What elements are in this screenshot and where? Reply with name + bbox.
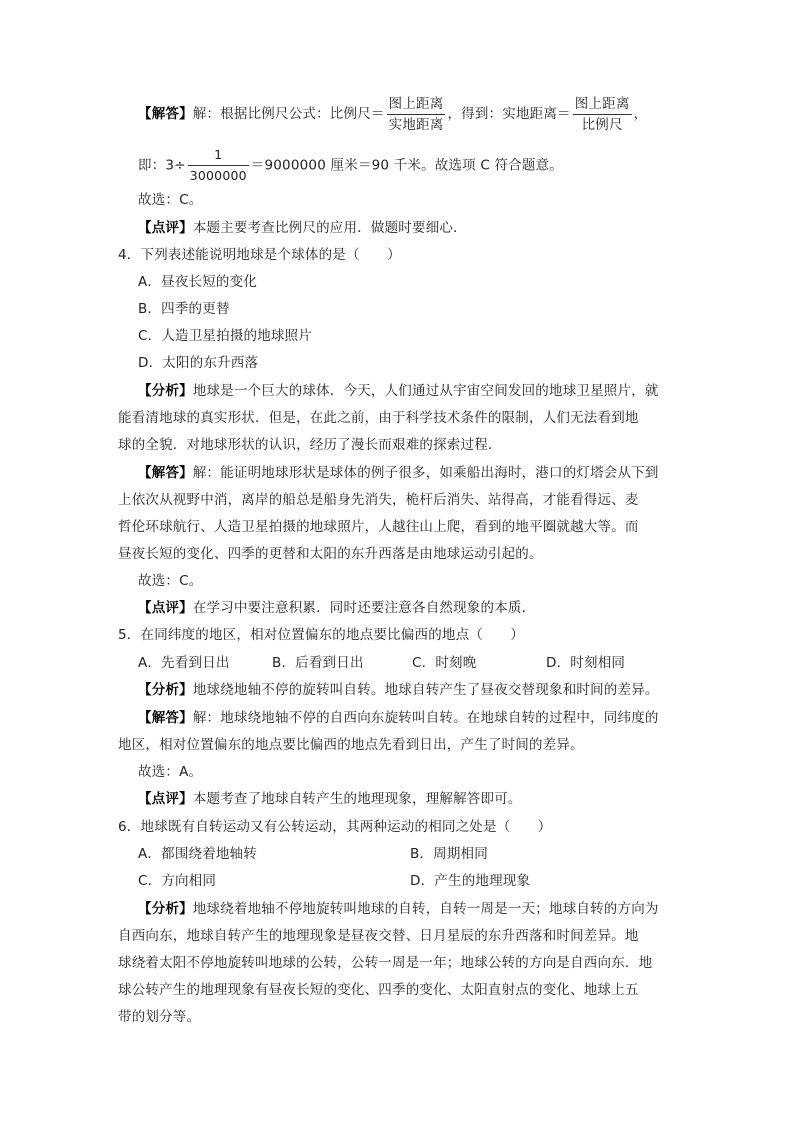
q6-option-a: A．都围绕着地轴转: [138, 846, 258, 862]
fraction-distance-formula: $\frac{\text{图上距离}}{\text{比例尺}}$: [574, 95, 630, 133]
q5-stem: 5．在同纬度的地区，相对位置偏东的地点要比偏西的地点（ ）: [118, 627, 525, 643]
q5-option-a: A．先看到日出: [138, 655, 230, 671]
q6-analysis-line4: 球公转产生的地理现象有昼夜长短的变化、四季的变化、太阳直射点的变化、地球上五: [118, 982, 639, 998]
q5-option-b: B．后看到日出: [272, 655, 364, 671]
q4-option-b: B．四季的更替: [138, 301, 230, 317]
q3-choice: 故选：C。: [138, 192, 203, 208]
answer-text: 解：根据比例尺公式：比例尺＝: [192, 106, 385, 122]
q6-analysis-line2: 自西向东，地球自转产生的地理现象是昼夜交替、日月星辰的东升西落和时间差异。地: [118, 928, 639, 944]
fraction-scale-formula: $\frac{\text{图上距离}}{\text{实地距离}}$: [388, 95, 444, 133]
q4-answer-line4: 昼夜长短的变化、四季的更替和太阳的东升西落是由地球运动引起的。: [118, 546, 543, 562]
q3-answer-line2: 即：3÷ $\frac{1}{3000000}$ ＝9000000 厘米＝90 千米。故选项 C 符合题意。: [138, 145, 563, 186]
q5-answer-line2: 地区，相对位置偏东的地点要比偏西的地点先看到日出，产生了时间的差异。: [118, 737, 584, 753]
q6-option-c: C．方向相同: [138, 873, 217, 889]
q5-choice: 故选：A。: [138, 764, 203, 780]
q4-answer-line1: 【解答】解：能证明地球形状是球体的例子很多，如乘船出海时，港口的灯塔会从下到: [138, 465, 659, 481]
q4-answer-line2: 上依次从视野中消，离岸的船总是船身先消失，桅杆后消失、站得高，才能看得远、麦: [118, 492, 639, 508]
q6-analysis-line1: 【分析】地球绕着地轴不停地旋转叫地球的自转，自转一周是一天；地球自转的方向为: [138, 901, 659, 917]
q6-stem: 6．地球既有自转运动又有公转运动，其两种运动的相同之处是（ ）: [118, 819, 552, 835]
q4-answer-line3: 哲伦环球航行、人造卫星拍摄的地球照片，人越往山上爬，看到的地平圈就越大等。而: [118, 519, 639, 535]
q6-option-d: D．产生的地理现象: [410, 873, 531, 889]
q4-analysis-line1: 【分析】地球是一个巨大的球体．今天，人们通过从宇宙空间发回的地球卫星照片，就: [138, 383, 659, 399]
q4-option-a: A．昼夜长短的变化: [138, 274, 258, 290]
q5-option-d: D．时刻相同: [546, 655, 626, 671]
q3-review: 【点评】本题主要考查比例尺的应用．做题时要细心．: [138, 220, 467, 236]
q3-answer-line1: 【解答】解：根据比例尺公式：比例尺＝ $\frac{\text{图上距离}}{\text{实地距离}}$ ，得到：实地距离＝ $\frac{\text{图上距离}}{\text{比例尺}}$ ，: [138, 95, 648, 133]
q5-review: 【点评】本题考查了地球自转产生的地理现象，理解解答即可。: [138, 791, 522, 807]
q4-review: 【点评】在学习中要注意积累．同时还要注意各自然现象的本质．: [138, 600, 536, 616]
q4-stem: 4．下列表述能说明地球是个球体的是（ ）: [118, 247, 401, 263]
q4-choice: 故选：C。: [138, 573, 203, 589]
q4-option-c: C．人造卫星拍摄的地球照片: [138, 328, 313, 344]
q5-analysis: 【分析】地球绕地轴不停的旋转叫自转。地球自转产生了昼夜交替现象和时间的差异。: [138, 682, 659, 698]
q4-analysis-line3: 球的全貌．对地球形状的认识，经历了漫长而艰难的探索过程．: [118, 437, 502, 453]
q5-option-c: C．时刻晚: [412, 655, 477, 671]
fraction-one-over-scale: $\frac{1}{3000000}$: [189, 147, 247, 183]
q6-analysis-line3: 球绕着太阳不停地旋转叫地球的公转，公转一周是一年；地球公转的方向是自西向东．地: [118, 955, 653, 971]
q6-option-b: B．周期相同: [410, 846, 488, 862]
q6-analysis-line5: 带的划分等。: [118, 1009, 201, 1025]
q5-answer-line1: 【解答】解：地球绕地轴不停的自西向东旋转叫自转。在地球自转的过程中，同纬度的: [138, 710, 659, 726]
answer-tag: 【解答】: [138, 106, 193, 122]
q4-analysis-line2: 能看清地球的真实形状．但是，在此之前，由于科学技术条件的限制，人们无法看到地: [118, 410, 639, 426]
q4-option-d: D．太阳的东升西落: [138, 355, 259, 371]
